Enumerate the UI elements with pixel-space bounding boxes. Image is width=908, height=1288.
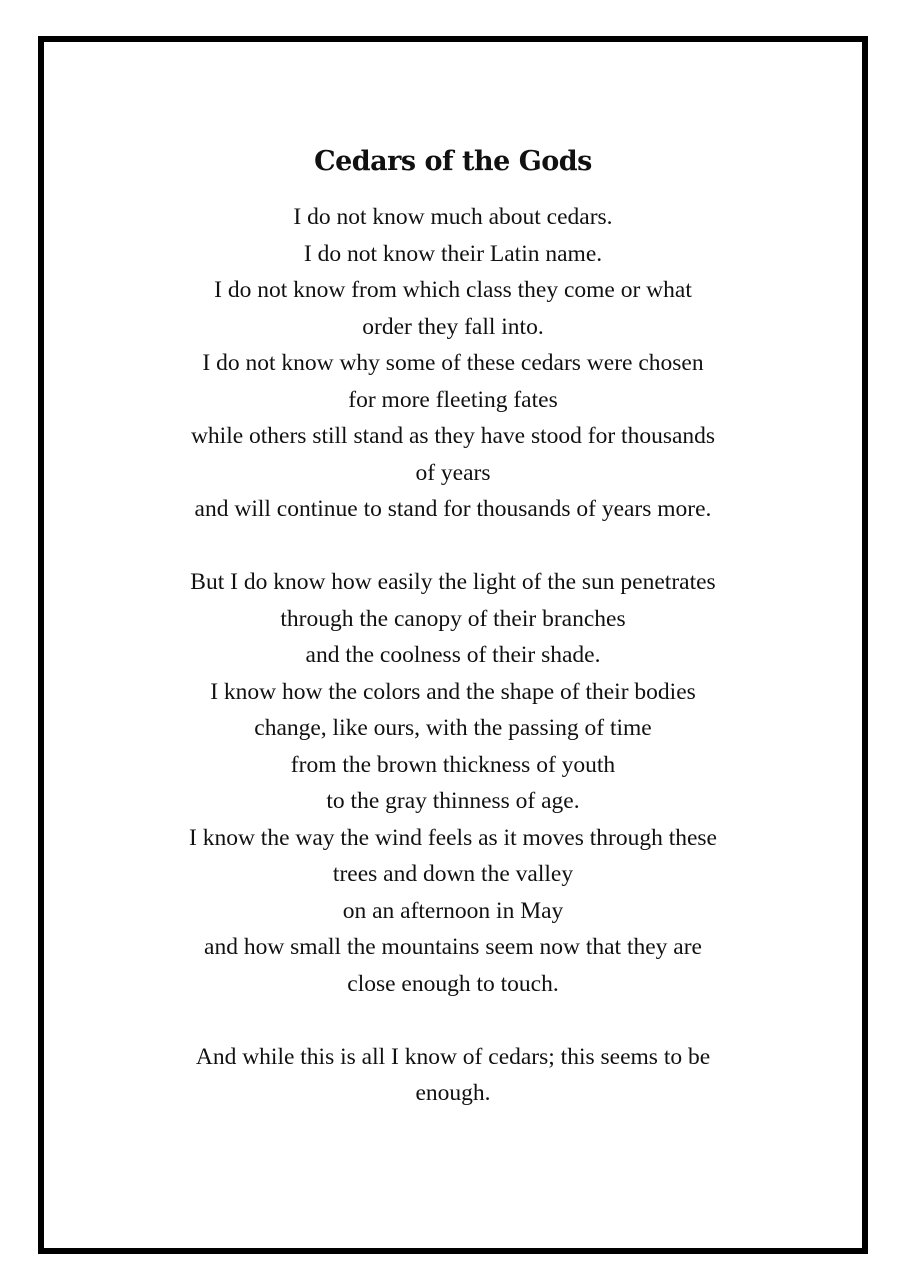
poem-line: I do not know why some of these cedars were chosen [202, 350, 704, 376]
poem-line: trees and down the valley [332, 861, 574, 887]
poem-line: through the canopy of their branches [280, 605, 626, 632]
poem [44, 144, 862, 1112]
poem-line: and will continue to stand for thousands of years more. [194, 496, 712, 522]
poem-title: Cedars of the Gods [314, 146, 592, 177]
poem-line: I know the way the wind feels as it moves through these [189, 824, 717, 851]
poem-line: of years [415, 459, 491, 486]
poem-line: I do not know from which class they come or what [214, 277, 692, 303]
poem-line: I do not know much about cedars. [293, 204, 613, 230]
poem-line: order they fall into. [362, 313, 544, 340]
poem-line: to the gray thinness of age. [326, 788, 580, 814]
poem-line: I do not know their Latin name. [303, 240, 603, 267]
poem-line: and the coolness of their shade. [305, 642, 601, 668]
poem-line: and how small the mountains seem now that they are [204, 934, 702, 960]
poem-line: for more fleeting fates [348, 386, 558, 413]
poem-line: from the brown thickness of youth [290, 751, 616, 778]
stanza-3 [44, 1039, 862, 1112]
page-border-frame [38, 36, 868, 1254]
poem-line: change, like ours, with the passing of time [254, 715, 652, 741]
poem-line: while others still stand as they have stood for thousands [190, 423, 716, 449]
poem-line: I know how the colors and the shape of their bodies [210, 678, 696, 705]
poem-line: enough. [415, 1080, 491, 1106]
stanza-1 [44, 199, 862, 528]
poem-line: on an afternoon in May [342, 897, 564, 924]
stanza-2 [44, 564, 862, 1002]
poem-line: close enough to touch. [347, 970, 559, 997]
poem-line: And while this is all I know of cedars; this seems to be [195, 1043, 711, 1070]
poem-line: But I do know how easily the light of the sun penetrates [190, 569, 716, 595]
